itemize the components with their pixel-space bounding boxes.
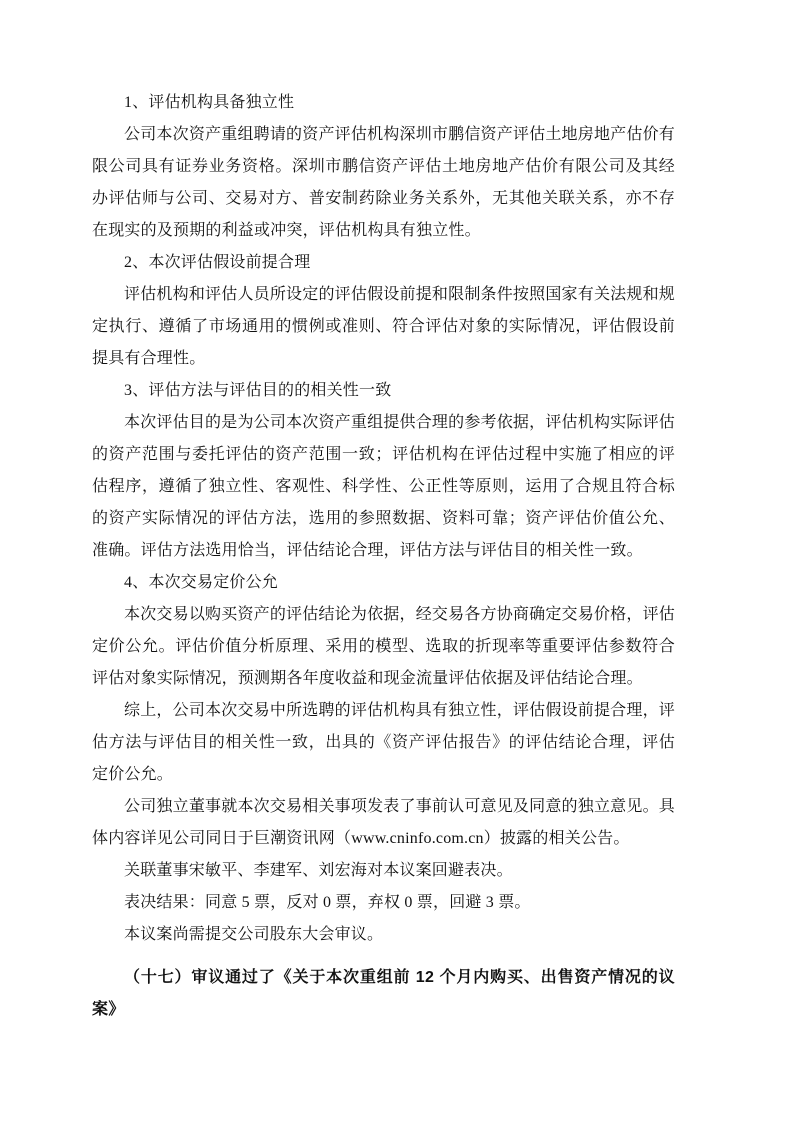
paragraph-item-3-title: 3、评估方法与评估目的的相关性一致 xyxy=(124,382,392,399)
paragraph-item-3-body: 本次评估目的是为公司本次资产重组提供合理的参考依据，评估机构实际评估的资产范围与委托评估的资产范围一致；评估机构在评估过程中实施了相应的评估程序，遵循了独立性、客观性、科学性、公正性等原则，运用了合规且符合标的资产实际情况的评估方法，选用的参照数据、资料可靠；资产评估价值公允、准确。评估方法选用恰当，评估结论合理，评估方法与评估目的相关性一致。 xyxy=(92,414,675,559)
section-17-heading: （十七）审议通过了《关于本次重组前 12 个月内购买、出售资产情况的议案》 xyxy=(92,969,675,1018)
paragraph-voting-result: 表决结果：同意 5 票，反对 0 票，弃权 0 票，回避 3 票。 xyxy=(124,894,531,911)
paragraph-item-4-title: 4、本次交易定价公允 xyxy=(124,574,279,591)
paragraph-summary: 综上，公司本次交易中所选聘的评估机构具有独立性，评估假设前提合理，评估方法与评估目的相关性一致，出具的《资产评估报告》的评估结论合理，评估定价公允。 xyxy=(92,702,675,783)
paragraph-item-2-title: 2、本次评估假设前提合理 xyxy=(124,254,311,271)
paragraph-shareholders-meeting: 本议案尚需提交公司股东大会审议。 xyxy=(124,926,384,943)
paragraph-item-4-body: 本次交易以购买资产的评估结论为依据，经交易各方协商确定交易价格，评估定价公允。评估价值分析原理、采用的模型、选取的折现率等重要评估参数符合评估对象实际情况，预测期各年度收益和现金流量评估依据及评估结论合理。 xyxy=(92,606,675,687)
paragraph-item-1-body: 公司本次资产重组聘请的资产评估机构深圳市鹏信资产评估土地房地产估价有限公司具有证券业务资格。深圳市鹏信资产评估土地房地产估价有限公司及其经办评估师与公司、交易对方、普安制药除业务关系外，无其他关联关系，亦不存在现实的及预期的利益或冲突，评估机构具有独立性。 xyxy=(92,126,675,239)
paragraph-independent-directors: 公司独立董事就本次交易相关事项发表了事前认可意见及同意的独立意见。具体内容详见公司同日于巨潮资讯网（www.cninfo.com.cn）披露的相关公告。 xyxy=(92,798,675,847)
paragraph-item-1-title: 1、评估机构具备独立性 xyxy=(124,94,295,111)
paragraph-item-2-body: 评估机构和评估人员所设定的评估假设前提和限制条件按照国家有关法规和规定执行、遵循了市场通用的惯例或准则、符合评估对象的实际情况，评估假设前提具有合理性。 xyxy=(92,286,675,367)
paragraph-related-directors-abstain: 关联董事宋敏平、李建军、刘宏海对本议案回避表决。 xyxy=(124,862,513,879)
document-body xyxy=(92,87,675,1026)
